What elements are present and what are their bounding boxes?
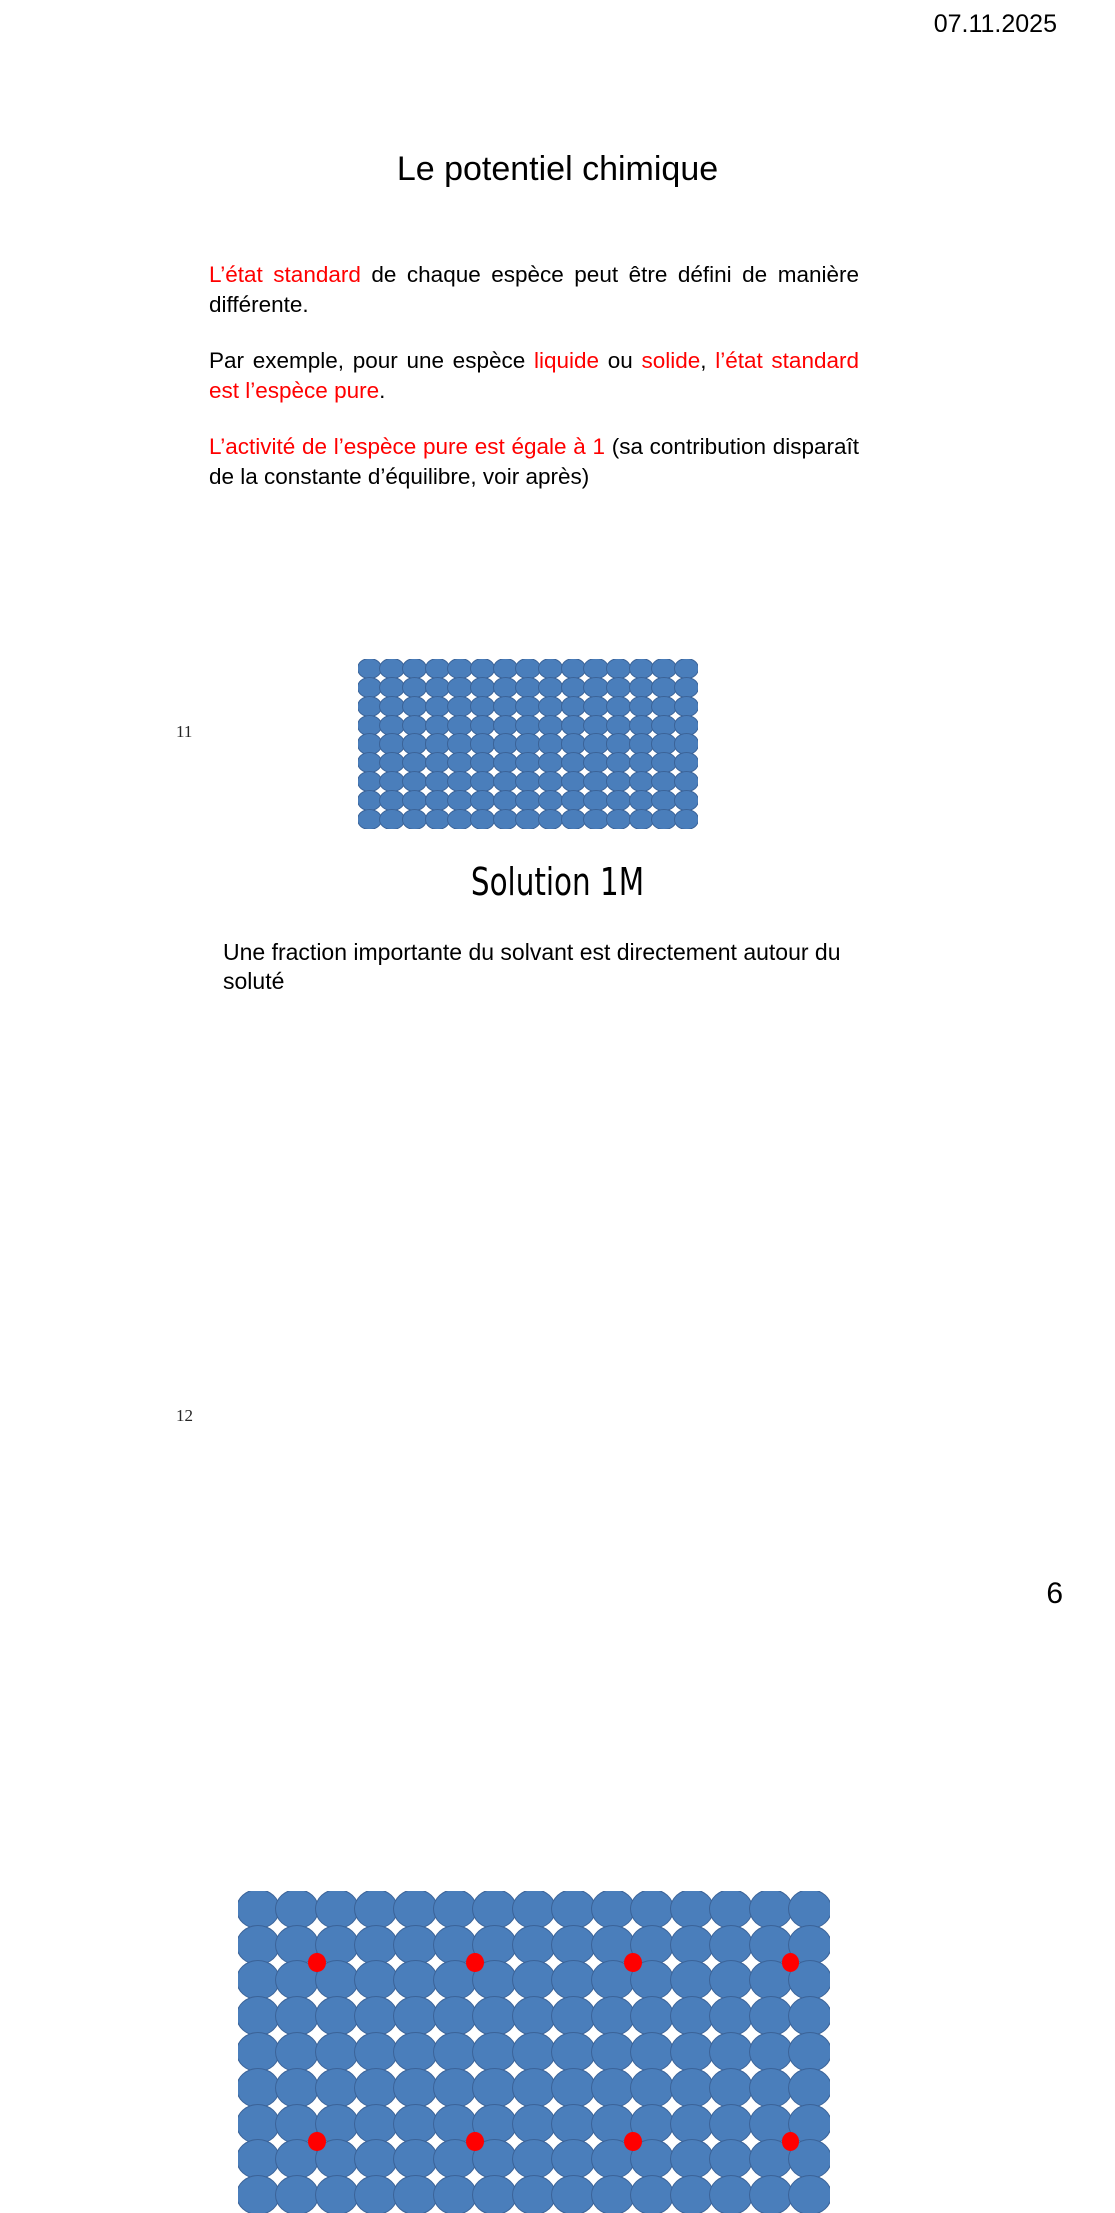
solvent-molecule — [674, 809, 698, 829]
solvent-molecule — [275, 2068, 319, 2108]
solvent-molecule — [393, 1960, 437, 2000]
solvent-molecule — [472, 2068, 516, 2108]
solvent-molecule — [591, 2032, 635, 2072]
solvent-molecule — [238, 1996, 280, 2036]
slide-12-subtitle: Une fraction importante du solvant est directement autour du soluté — [223, 939, 841, 994]
solvent-molecule — [275, 2175, 319, 2213]
solvent-molecule — [538, 696, 563, 717]
page-title: Le potentiel chimique — [396, 150, 719, 188]
run-par-exemple-1: Par exemple, pour une espèce — [209, 348, 534, 373]
pure-substance-lattice — [358, 659, 698, 829]
solvent-molecule — [238, 1960, 280, 2000]
solvent-molecule — [515, 677, 540, 698]
solvent-molecule — [670, 1925, 714, 1965]
solvent-molecule — [354, 2104, 398, 2144]
solvent-molecule — [561, 809, 586, 829]
solvent-molecule — [238, 2175, 280, 2213]
solute-particle — [466, 2132, 484, 2151]
solvent-molecule — [393, 2139, 437, 2179]
solvent-molecule — [709, 2139, 753, 2179]
solvent-molecule — [354, 2068, 398, 2108]
solvent-molecule — [472, 1891, 516, 1929]
solvent-molecule — [788, 2175, 830, 2213]
solvent-molecule — [630, 2068, 674, 2108]
solvent-molecule — [393, 1925, 437, 1965]
solvent-molecule — [379, 809, 404, 829]
solvent-molecule — [393, 2068, 437, 2108]
page-number: 6 — [1046, 1577, 1063, 1610]
solvent-molecule — [512, 2032, 556, 2072]
solvent-molecule — [551, 2068, 595, 2108]
solute-particle — [624, 1953, 642, 1972]
solvent-molecule — [470, 809, 495, 829]
solvent-molecule — [315, 1891, 359, 1929]
run-period: . — [379, 378, 386, 403]
solvent-molecule — [561, 677, 586, 698]
solvent-molecule — [315, 2068, 359, 2108]
solvent-molecule — [470, 677, 495, 698]
solute-particle — [308, 2132, 326, 2151]
paragraph-activite — [209, 432, 859, 492]
solvent-molecule — [674, 696, 698, 717]
solvent-molecule — [561, 696, 586, 717]
solvent-molecule — [709, 2032, 753, 2072]
solvent-molecule — [393, 1996, 437, 2036]
solvent-molecule — [670, 1996, 714, 2036]
solvent-molecule — [433, 2175, 477, 2213]
solvent-molecule — [238, 2104, 280, 2144]
solvent-molecule — [447, 677, 472, 698]
slide-11-body — [209, 260, 859, 492]
solvent-molecule — [551, 2139, 595, 2179]
solvent-molecule — [238, 1891, 280, 1929]
solvent-molecule — [591, 2068, 635, 2108]
solvent-molecule — [512, 2139, 556, 2179]
solvent-molecule — [472, 1996, 516, 2036]
solvent-molecule — [709, 1925, 753, 1965]
solute-particle — [466, 1953, 484, 1972]
solvent-molecule — [512, 2068, 556, 2108]
solvent-molecule — [591, 1891, 635, 1929]
solvent-molecule — [606, 809, 631, 829]
paragraph-etat-standard — [209, 260, 859, 320]
solvent-molecule — [630, 1891, 674, 1929]
solvent-molecule — [629, 696, 654, 717]
run-solide: solide — [641, 348, 701, 373]
solvent-molecule — [238, 2139, 280, 2179]
solvent-molecule — [561, 659, 586, 679]
run-etat-standard-rest: de chaque espèce peut être défini de manière différente. — [209, 262, 859, 317]
solvent-molecule — [493, 677, 518, 698]
solvent-molecule — [433, 1996, 477, 2036]
solvent-molecule — [606, 677, 631, 698]
solvent-molecule — [630, 1996, 674, 2036]
solvent-molecule — [551, 1925, 595, 1965]
solvent-molecule — [402, 677, 427, 698]
slide-number-12: 12 — [176, 1406, 193, 1425]
solvent-molecule — [651, 677, 676, 698]
solvent-molecule — [379, 696, 404, 717]
paragraph-par-exemple — [209, 346, 859, 406]
solvent-molecule — [709, 1996, 753, 2036]
slide-12 — [0, 860, 1115, 1460]
solvent-molecule — [551, 1891, 595, 1929]
solvent-molecule — [591, 2175, 635, 2213]
solvent-molecule — [275, 1996, 319, 2036]
solvent-molecule — [379, 677, 404, 698]
solvent-molecule — [749, 2175, 793, 2213]
run-etat-standard-highlight: L’état standard — [209, 262, 361, 287]
solvent-molecule — [275, 2032, 319, 2072]
solvent-molecule — [583, 809, 608, 829]
solvent-molecule — [709, 2068, 753, 2108]
solvent-molecule — [551, 1960, 595, 2000]
solvent-molecule — [629, 809, 654, 829]
solvent-molecule — [512, 1891, 556, 1929]
solvent-molecule — [315, 1996, 359, 2036]
solvent-molecule — [315, 2175, 359, 2213]
solvent-molecule — [515, 696, 540, 717]
solvent-molecule — [551, 2032, 595, 2072]
solvent-molecule — [354, 1925, 398, 1965]
solvent-molecule — [538, 809, 563, 829]
solvent-molecule — [583, 677, 608, 698]
solvent-molecule — [354, 2175, 398, 2213]
solvent-molecule — [551, 2104, 595, 2144]
solvent-molecule — [425, 659, 450, 679]
solvent-molecule — [433, 1891, 477, 1929]
solvent-molecule — [493, 659, 518, 679]
solvent-molecule — [393, 2032, 437, 2072]
solute-particle — [308, 1953, 326, 1972]
solvent-molecule — [651, 696, 676, 717]
solvent-molecule — [515, 809, 540, 829]
solvent-molecule — [315, 2032, 359, 2072]
solvent-molecule — [630, 2175, 674, 2213]
solvent-molecule — [425, 677, 450, 698]
solvent-molecule — [433, 2032, 477, 2072]
solvent-molecule — [709, 2175, 753, 2213]
solvent-molecule — [788, 1996, 830, 2036]
solvent-molecule — [670, 2104, 714, 2144]
solvent-molecule — [606, 696, 631, 717]
solvent-molecule — [472, 2175, 516, 2213]
run-liquide: liquide — [533, 348, 600, 373]
solvent-molecule — [470, 696, 495, 717]
solvent-molecule — [447, 696, 472, 717]
solvent-molecule — [749, 2068, 793, 2108]
solvent-molecule — [674, 659, 698, 679]
solvent-molecule — [788, 2032, 830, 2072]
solvent-molecule — [670, 2139, 714, 2179]
solvent-molecule — [425, 809, 450, 829]
one-molar-solution-lattice — [238, 1891, 830, 2213]
document-date: 07.11.2025 — [933, 10, 1057, 38]
solvent-molecule — [630, 2032, 674, 2072]
run-etat-standard-espece-pure: l’état standard est l’espèce pure — [209, 348, 859, 403]
solvent-molecule — [670, 1891, 714, 1929]
solvent-molecule — [425, 696, 450, 717]
solvent-molecule — [512, 2104, 556, 2144]
solvent-molecule — [788, 1891, 830, 1929]
solvent-molecule — [472, 2032, 516, 2072]
solvent-molecule — [709, 1891, 753, 1929]
solvent-molecule — [670, 2175, 714, 2213]
run-activite-rest: (sa contribution disparaît de la constante d’équilibre, voir après) — [209, 434, 859, 489]
solvent-molecule — [606, 659, 631, 679]
solvent-molecule — [238, 2068, 280, 2108]
solvent-molecule — [670, 1960, 714, 2000]
solvent-molecule — [538, 677, 563, 698]
solvent-molecule — [354, 1960, 398, 2000]
solute-particle — [624, 2132, 642, 2151]
solvent-molecule — [470, 659, 495, 679]
solvent-molecule — [583, 696, 608, 717]
solvent-molecule — [512, 1960, 556, 2000]
solvent-molecule — [354, 1891, 398, 1929]
solvent-molecule — [393, 1891, 437, 1929]
solvent-molecule — [512, 2175, 556, 2213]
solvent-molecule — [749, 1996, 793, 2036]
solvent-molecule — [670, 2068, 714, 2108]
solvent-molecule — [238, 2032, 280, 2072]
solvent-molecule — [591, 1996, 635, 2036]
solvent-molecule — [749, 2032, 793, 2072]
run-ou: ou — [599, 348, 642, 373]
solvent-molecule — [275, 1891, 319, 1929]
solvent-molecule — [493, 696, 518, 717]
slide-number-11: 11 — [176, 722, 193, 741]
solvent-molecule — [674, 677, 698, 698]
solvent-molecule — [709, 2104, 753, 2144]
solvent-molecule — [493, 809, 518, 829]
solvent-molecule — [512, 1925, 556, 1965]
solvent-molecule — [402, 659, 427, 679]
solvent-molecule — [670, 2032, 714, 2072]
solvent-molecule — [551, 2175, 595, 2213]
solvent-molecule — [393, 2175, 437, 2213]
solvent-molecule — [788, 2068, 830, 2108]
solvent-molecule — [651, 809, 676, 829]
page-title-solution: Solution 1M — [470, 860, 645, 904]
run-activite-highlight: L’activité de l’espèce pure est égale à 1 — [209, 434, 605, 459]
solvent-molecule — [709, 1960, 753, 2000]
solvent-molecule — [551, 1996, 595, 2036]
solvent-molecule — [629, 677, 654, 698]
run-comma: , — [700, 348, 716, 373]
solvent-molecule — [629, 659, 654, 679]
solvent-molecule — [512, 1996, 556, 2036]
solvent-molecule — [749, 1891, 793, 1929]
solvent-molecule — [402, 696, 427, 717]
slide-11 — [0, 150, 1115, 770]
solvent-molecule — [238, 1925, 280, 1965]
solvent-molecule — [433, 2068, 477, 2108]
solvent-molecule — [538, 659, 563, 679]
solvent-molecule — [447, 809, 472, 829]
solvent-molecule — [354, 2139, 398, 2179]
solvent-molecule — [393, 2104, 437, 2144]
solvent-molecule — [402, 809, 427, 829]
solvent-molecule — [354, 1996, 398, 2036]
solvent-molecule — [354, 2032, 398, 2072]
